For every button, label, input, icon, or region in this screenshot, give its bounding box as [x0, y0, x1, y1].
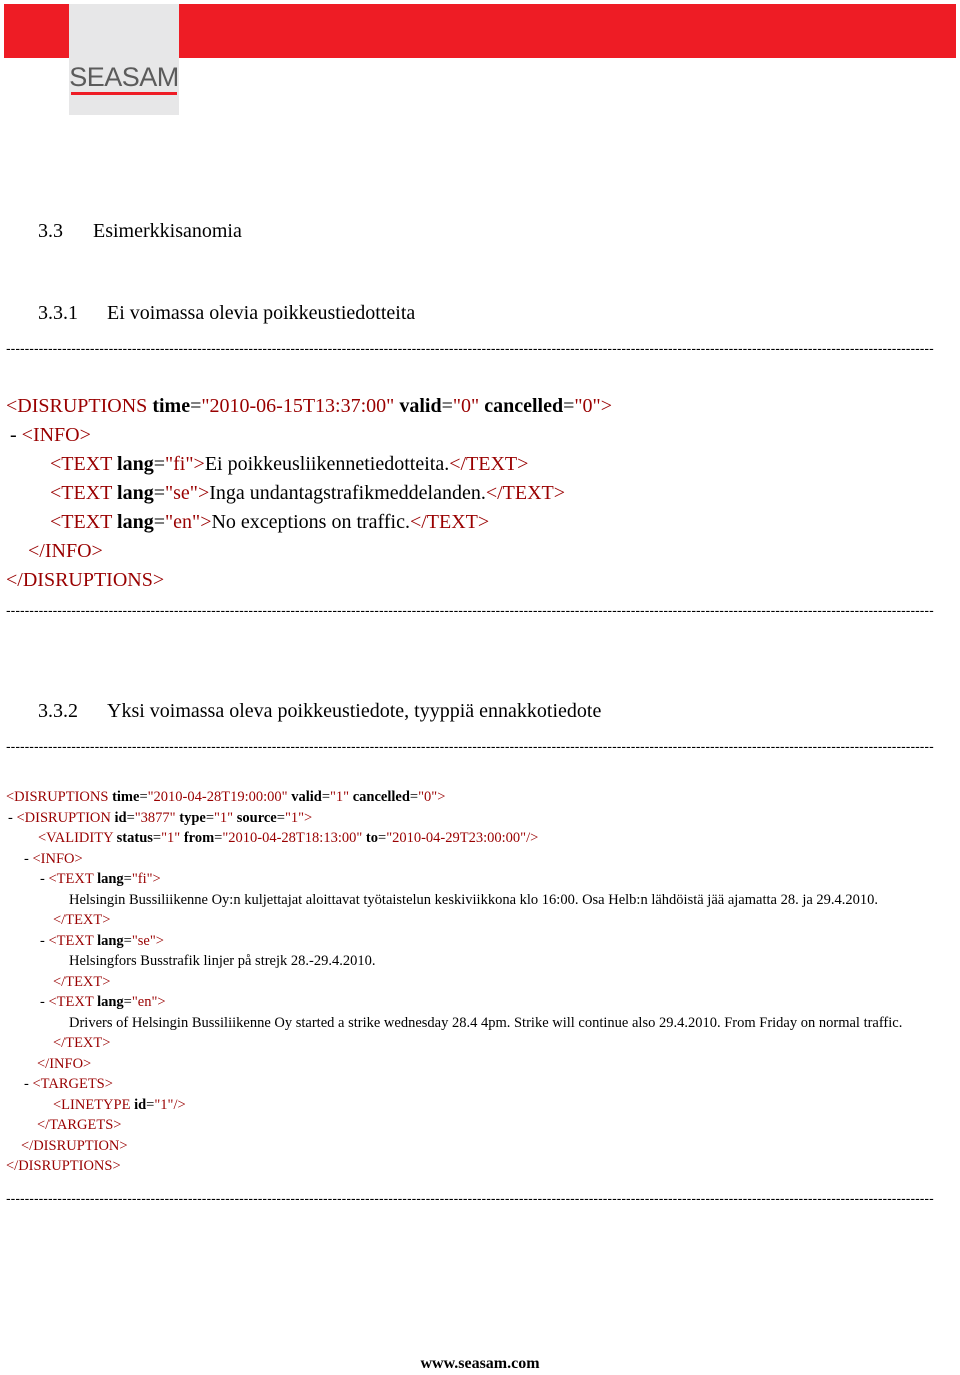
dash-separator: -------------------------------------------------------------------------------------------------------------------------------------------------------------------------------------------------------: [6, 342, 934, 354]
footer-url[interactable]: www.seasam.com: [420, 1355, 540, 1372]
collapse-toggle[interactable]: -: [24, 1076, 29, 1092]
xml-line: </TEXT>: [53, 912, 111, 928]
xml-line: <DISRUPTIONS time="2010-04-28T19:00:00" valid="1" cancelled="0">: [6, 789, 446, 805]
xml-line: </DISRUPTIONS>: [6, 1158, 121, 1174]
xml-line: <TEXT lang="se">Inga undantagstrafikmeddelanden.</TEXT>: [50, 482, 566, 504]
xml-line: <TEXT lang="fi">Ei poikkeusliikennetiedotteita.</TEXT>: [50, 453, 529, 475]
collapse-toggle[interactable]: -: [8, 809, 13, 826]
logo-text: SEASAM: [69, 62, 179, 92]
xml-line: <TEXT lang="en">No exceptions on traffic.</TEXT>: [50, 511, 490, 533]
xml-line: <VALIDITY status="1" from="2010-04-28T18:13:00" to="2010-04-29T23:00:00"/>: [38, 830, 539, 846]
xml-line: <DISRUPTIONS time="2010-06-15T13:37:00" valid="0" cancelled="0">: [6, 395, 612, 417]
logo-underline: [71, 92, 177, 95]
xml-line: - <DISRUPTION id="3877" type="1" source="1">: [8, 809, 313, 826]
xml-line: - <INFO>: [10, 424, 91, 446]
dash-separator: -------------------------------------------------------------------------------------------------------------------------------------------------------------------------------------------------------: [6, 1192, 934, 1204]
xml-line: - <TEXT lang="se">: [40, 932, 164, 949]
xml-line: </TEXT>: [53, 1035, 111, 1051]
xml-line: - <TEXT lang="en">: [40, 994, 166, 1010]
collapse-toggle[interactable]: -: [40, 932, 45, 949]
collapse-toggle[interactable]: -: [24, 850, 29, 867]
subsection-number-2: 3.3.2: [38, 700, 78, 722]
xml-line: - <INFO>: [24, 850, 83, 867]
section-number: 3.3: [38, 220, 63, 242]
subsection-title-2: Yksi voimassa oleva poikkeustiedote, tyyppiä ennakkotiedote: [107, 700, 602, 722]
xml-line: - <TEXT lang="fi">: [40, 871, 161, 887]
section-heading: [38, 220, 242, 243]
collapse-toggle[interactable]: -: [40, 871, 45, 887]
subsection-heading-2: [38, 700, 601, 723]
xml-line: </DISRUPTION>: [21, 1137, 128, 1154]
xml-line: <LINETYPE id="1"/>: [53, 1096, 186, 1113]
dash-separator: -------------------------------------------------------------------------------------------------------------------------------------------------------------------------------------------------------: [6, 740, 934, 752]
xml-line: </DISRUPTIONS>: [6, 569, 165, 591]
subsection-title-1: Ei voimassa olevia poikkeustiedotteita: [107, 302, 416, 324]
subsection-heading-1: [38, 302, 415, 325]
xml-line: - <TARGETS>: [24, 1076, 113, 1092]
xml-line: </INFO>: [28, 540, 103, 562]
subsection-number-1: 3.3.1: [38, 302, 78, 324]
seasam-logo: [69, 4, 179, 115]
xml-line: </TARGETS>: [37, 1117, 122, 1133]
xml-line: </TEXT>: [53, 973, 111, 990]
collapse-toggle[interactable]: -: [10, 424, 17, 446]
xml-line: Helsingfors Busstrafik linjer på strejk 28.-29.4.2010.: [69, 953, 376, 969]
dash-separator: -------------------------------------------------------------------------------------------------------------------------------------------------------------------------------------------------------: [6, 604, 934, 616]
xml-line: </INFO>: [37, 1055, 92, 1072]
collapse-toggle[interactable]: -: [40, 994, 45, 1010]
section-title: Esimerkkisanomia: [93, 220, 242, 242]
xml-line: Helsingin Bussiliikenne Oy:n kuljettajat aloittavat työtaistelun keskiviikkona klo 16:00. Osa Helb:n lähdöistä jää ajamatta 28. ja 29.4.2010.: [69, 891, 879, 908]
xml-line: Drivers of Helsingin Bussiliikenne Oy started a strike wednesday 28.4 4pm. Strike will continue also 29.4.2010. From Friday on normal traffic.: [69, 1014, 903, 1031]
